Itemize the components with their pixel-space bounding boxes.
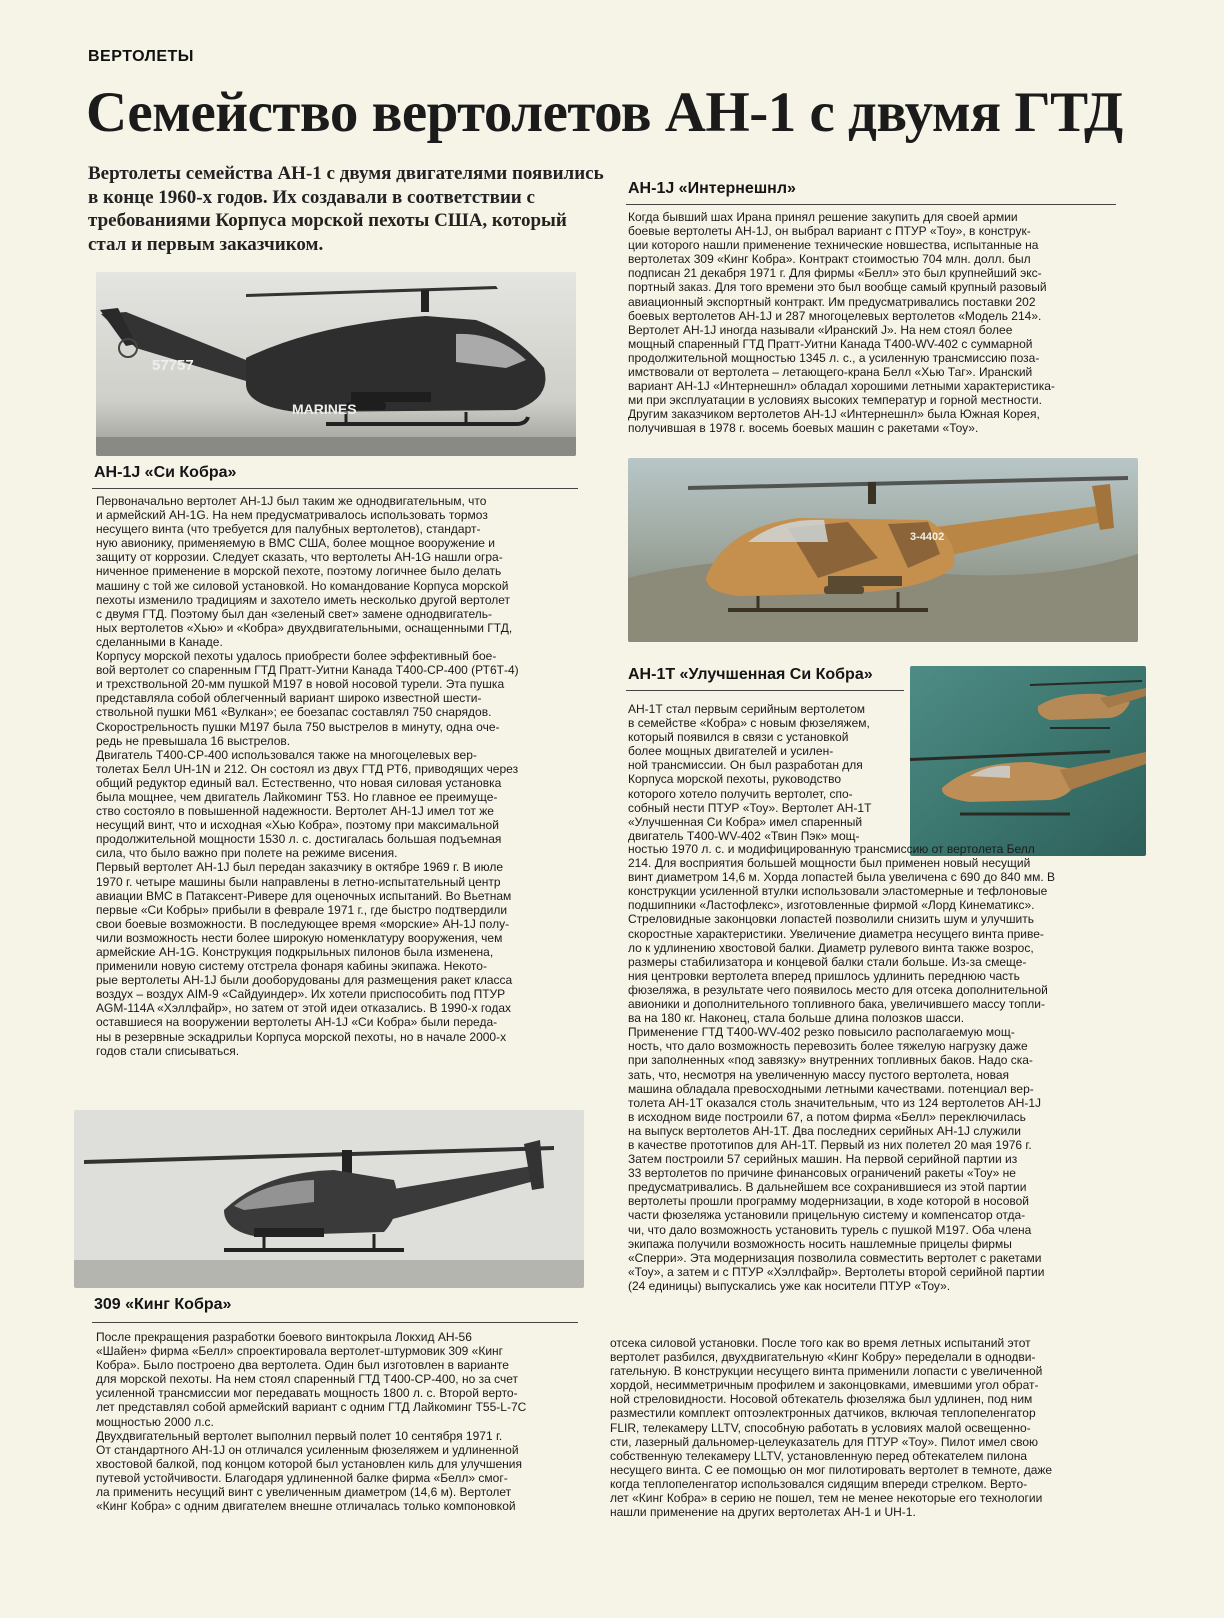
heading-kingcobra: 309 «Кинг Кобра» <box>94 1296 232 1313</box>
text-internat: Когда бывший шах Ирана принял решение закупить для своей армии боевые вертолеты АН-1J, он выбрал вариант с ПТУР «Тоу», в конструк- ции которого нашли применение технические новшества, испытанные на вертолетах 309 «Кинг Кобра». Контракт стоимостью 704 млн. долл. был подписан 21 декабря 1971 г. Для фирмы «Белл» это был крупнейший экс- портный заказ. Для того времени это был вообще самый крупный разовый авиационный экспортный контракт. Им предусматривались поставки 202 боевых вертолетов АН-1J и 287 многоцелевых вертолетов «Модель 214». Вертолет АН-1J иногда называли «Иранский J». На нем стоял более мощный спаренный ГТД Пратт-Уитни Канада Т400-WV-402 с суммарной продолжительной мощностью 1345 л. с., а усиленную трансмиссию поза- имствовали от вертолета – летающего-крана Белл «Хью Таг». Иранский вариант АН-1J «Интернешнл» обладал хорошими летными характеристика- ми при эксплуатации в условиях высоких температур и горной местности. Другим заказчиком вертолетов АН-1J «Интернешнл» была Южная Корея, получившая в 1978 г. восемь боевых машин с ракетами «Тоу». <box>628 210 1055 436</box>
divider <box>626 690 904 691</box>
marines-marking: MARINES <box>292 401 357 417</box>
airframe-code: 3-4402 <box>910 531 945 543</box>
heading-ah1j: АН-1J «Си Кобра» <box>94 464 237 481</box>
heading-internat: АН-1J «Интернешнл» <box>628 180 796 197</box>
tail-number: 57757 <box>152 357 194 374</box>
section-tag: ВЕРТОЛЕТЫ <box>88 48 194 65</box>
heading-ah1t: АН-1Т «Улучшенная Си Кобра» <box>628 666 873 683</box>
text-ah1j: Первоначально вертолет АН-1J был таким же однодвигательным, что и армейский АН-1G. На нем предусматривалось использовать тормоз несущего винта (что требуется для палубных вертолетов), стандарт- ную авионику, применяемую в ВМС США, более мощное вооружение и защиту от коррозии. Следует сказать, что вертолеты АН-1G нашли огра- ниченное применение в морской пехоте, поэтому логичнее было делать машину с той же силовой установкой. Но командование Корпуса морской пехоты изменило традициям и захотело иметь несколько другой вертолет с двумя ГТД. Поэтому был дан «зеленый свет» замене однодвигатель- ных вертолетов «Хью» и «Кобра» двухдвигательными, оснащенными ГТД, сделанными в Канаде. Корпусу морской пехоты удалось приобрести более эффективный бое- вой вертолет со спаренным ГТД Пратт-Уитни Канада Т400-СР-400 (РТ6Т-4) и трехствольной 20-мм пушкой М197 в новой носовой турели. Эта пушка представляла собой облегченный вариант широко известной шести- ствольной пушки М61 «Вулкан»; ее боезапас составлял 750 снарядов. Скорострельность пушки М197 была 750 выстрелов в минуту, одна оче- редь не превышала 16 выстрелов. Двигатель Т400-СР-400 использовался также на многоцелевых вер- толетах Белл UH-1N и 212. Он состоял из двух ГТД РТ6, приводящих через общий редуктор единый вал. Естественно, что новая силовая установка была мощнее, чем двигатель Лайкоминг Т53. Но главное ее преимуще- ство состояло в повышенной надежности. Вертолет АН-1J имел тот же несущий винт, что и исходная «Хью Кобра», поэтому при максимальной продолжительной мощности 1530 л. с. достигалась большая подъемная сила, что было важно при полете на режиме висения. Первый вертолет АН-1J был передан заказчику в октябре 1969 г. В июле 1970 г. четыре машины были направлены в летно-испытательный центр авиации ВМС в Патаксент-Ривере для оценочных испытаний. Во Вьетнам первые «Си Кобры» прибыли в феврале 1971 г., где быстро подтвердили свои боевые возможности. В последующее время «морские» АН-1J полу- чили возможность нести более широкую номенклатуру вооружения, чем армейские АН-1G. Конструкция подкрыльных пилонов была изменена, применили новую систему отстрела фонаря кабины экипажа. Некото- рые вертолеты АН-1J были дооборудованы для размещения ракет класса воздух – воздух AIM-9 «Сайдуиндер». Их хотели приспособить под ПТУР AGM-114A «Хэллфайр», но затем от этой идеи отказались. В 1990-х годах оставшиеся на вооружении вертолеты АН-1J «Си Кобра» были переда- ны в резервные эскадрильи Корпуса морской пехоты, но в начале 2000-х годов стали списываться. <box>96 494 519 1058</box>
photo-309-kingcobra <box>74 1110 584 1288</box>
divider <box>92 1322 578 1323</box>
photo-ah1t-pair <box>910 666 1146 856</box>
page-title: Семейство вертолетов АН-1 с двумя ГТД <box>86 81 1123 144</box>
lead-paragraph: Вертолеты семейства АН-1 с двумя двигателями появились в конце 1960-х годов. Их создавали в соответствии с требованиями Корпуса морской пехоты США, который стал и первым заказчиком. <box>88 163 604 255</box>
text-ah1t: ностью 1970 л. с. и модифицированную трансмиссию от вертолета Белл 214. Для восприятия большей мощности был применен новый несущий винт диаметром 14,6 м. Хорда лопастей была увеличена с 690 до 840 мм. В конструкции усиленной втулки использовали эластомерные и тефлоновые подшипники «Ластофлекс», изготовленные фирмой «Лорд Кинематикс». Стреловидные законцовки лопастей позволили снизить шум и улучшить скоростные характеристики. Увеличение диаметра несущего винта приве- ло к удлинению хвостовой балки. Диаметр рулевого винта также возрос, размеры стабилизатора и концевой балки стали больше. Из-за смеще- ния центровки вертолета вперед пришлось удлинить переднюю часть фюзеляжа, в результате чего появилось место для отсека дополнительной авионики и дополнительного топливного бака, увеличившего массу топли- ва на 180 кг. Наконец, стала больше длина полозков шасси. Применение ГТД Т400-WV-402 резко повысило располагаемую мощ- ность, что дало возможность перевозить более тяжелую нагрузку даже при заполненных «под завязку» внутренних топливных баков. Надо ска- зать, что, несмотря на увеличенную массу пустого вертолета, новая машина обладала превосходными летными качествами. потенциал вер- толета АН-1Т оказался столь значительным, что из 124 вертолетов АН-1J в исходном виде построили 67, а потом фирма «Белл» переключилась на выпуск вертолетов АН-1Т. Два последних серийных АН-1J служили в качестве прототипов для АН-1Т. Первый из них полетел 20 мая 1976 г. Затем построили 57 серийных машин. На первой серийной партии из 33 вертолетов по причине финансовых ограничений ракеты «Тоу» не предусматривались. В дальнейшем все сохранившиеся из этой партии вертолеты прошли программу модернизации, в ходе которой в носовой части фюзеляжа установили прицельную систему и компенсатор отда- чи, что дало возможность установить турель с пушкой М197. Оба члена экипажа получили возможность носить нашлемные прицелы фирмы «Сперри». Эта модернизация позволила совместить вертолет с ракетами «Тоу», а затем и с ПТУР «Хэллфайр». Вертолеты второй серийной партии (24 единицы) выпускались уже как носители ПТУР «Тоу». <box>628 842 1055 1293</box>
text-kingcobra-left: После прекращения разработки боевого винтокрыла Локхид АН-56 «Шайен» фирма «Белл» спроектировала вертолет-штурмовик 309 «Кинг Кобра». Было построено два вертолета. Один был изготовлен в варианте для морской пехоты. На нем стоял спаренный ГТД Т400-СР-400, но за счет усиленной трансмиссии мог передавать мощность 1800 л. с. Второй верто- лет представлял собой армейский вариант с одним ГТД Лайкоминг Т55-L-7С мощностью 2000 л.с. Двухдвигательный вертолет выполнил первый полет 10 сентября 1971 г. От стандартного АН-1J он отличался усиленным фюзеляжем и удлиненной хвостовой балкой, под концом которой был установлен киль для улучшения путевой устойчивости. Благодаря удлиненной балке фирма «Белл» смог- ла применить несущий винт с увеличенным диаметром (14,6 м). Вертолет «Кинг Кобра» с одним двигателем внешне отличалась только компоновкой <box>96 1330 527 1514</box>
text-ah1t-narrow: АН-1Т стал первым серийным вертолетом в семействе «Кобра» с новым фюзеляжем, который появился в связи с установкой более мощных двигателей и усилен- ной трансмиссии. Он был разработан для Корпуса морской пехоты, руководство которого хотело получить вертолет, спо- собный нести ПТУР «Тоу». Вертолет АН-1Т «Улучшенная Си Кобра» имел спаренный двигатель Т400-WV-402 «Твин Пэк» мощ- <box>628 702 872 843</box>
text-kingcobra-right: отсека силовой установки. После того как во время летных испытаний этот вертолет разбился, двухдвигательную «Кинг Кобру» переделали в однодви- гательную. В конструкции несущего винта применили лопасти с увеличенной хордой, несимметричным профилем и законцовками, имевшими угол обрат- ной стреловидности. Носовой обтекатель фюзеляжа был удлинен, под ним разместили комплект оптоэлектронных датчиков, включая теплопеленгатор FLIR, телекамеру LLTV, способную работать в условиях малой освещенно- сти, лазерный дальномер-целеуказатель для ПТУР «Тоу». Пилот имел свою собственную телекамеру LLTV, установленную перед обтекателем пилона несущего винта. С ее помощью он мог пилотировать вертолет в темноте, даже когда теплопеленгатор использовался сидящим впереди стрелком. Верто- лет «Кинг Кобра» в серию не пошел, тем не менее некоторые его технологии нашли применение на других вертолетах АН-1 и UH-1. <box>610 1336 1053 1520</box>
divider <box>92 488 578 489</box>
photo-ah1j-seacobra <box>96 272 576 456</box>
photo-ah1j-international <box>628 458 1138 642</box>
divider <box>626 204 1116 205</box>
